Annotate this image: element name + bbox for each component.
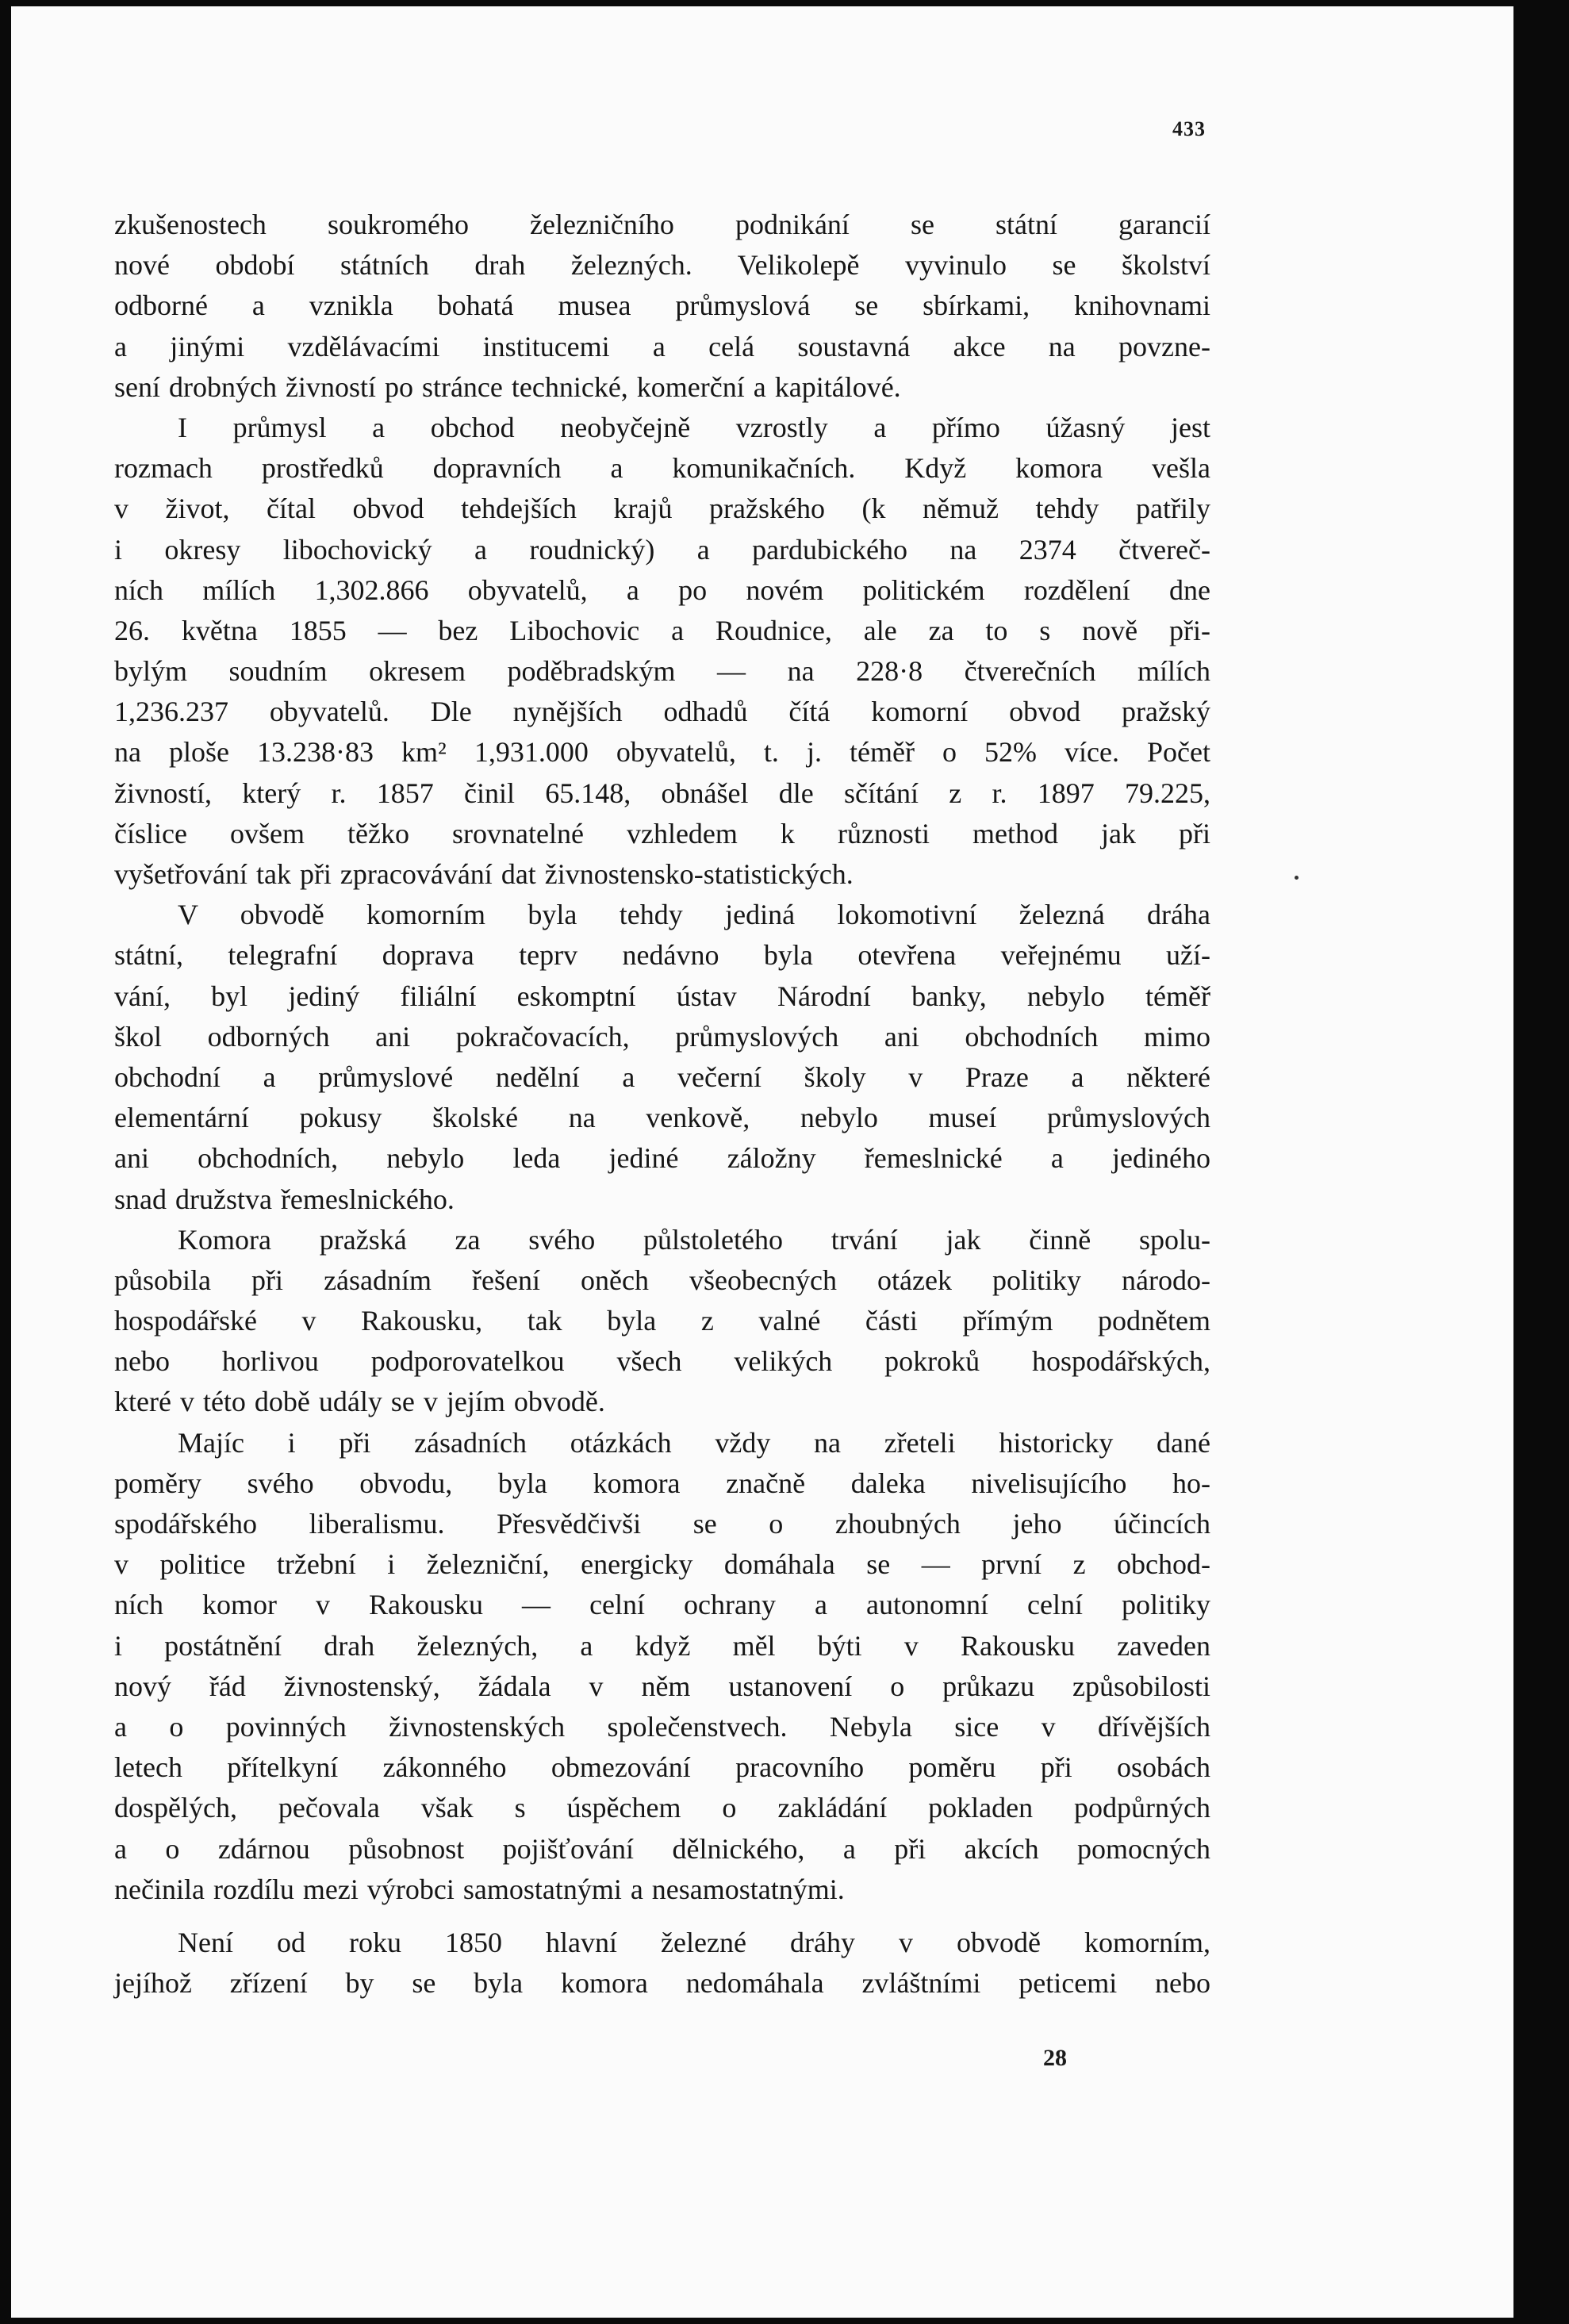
- text-line: nové období státních drah železných. Velikolepě vyvinulo se školství: [114, 249, 1210, 282]
- text-line: Komora pražská za svého půlstoletého trvání jak činně spolu-: [178, 1223, 1210, 1256]
- text-line: poměry svého obvodu, byla komora značně daleka nivelisujícího ho-: [114, 1467, 1210, 1499]
- text-line: nebo horlivou podporovatelkou všech velikých pokroků hospodářských,: [114, 1345, 1210, 1378]
- text-line: i postátnění drah železných, a když měl býti v Rakousku zaveden: [114, 1629, 1210, 1662]
- text-line: v život, čítal obvod tehdejších krajů pražského (k němuž tehdy patřily: [114, 493, 1210, 525]
- text-line: a o zdárnou působnost pojišťování dělnického, a při akcích pomocných: [114, 1832, 1210, 1865]
- text-line: sení drobných živností po stránce technické, komerční a kapitálové.: [114, 370, 901, 403]
- text-line: jejíhož zřízení by se byla komora nedomáhala zvláštními peticemi nebo: [114, 1967, 1210, 2000]
- text-line: vání, byl jediný filiální eskomptní ústav Národní banky, nebylo téměř: [114, 980, 1210, 1012]
- scan-speck: [1295, 876, 1299, 880]
- text-line: rozmach prostředků dopravních a komunikačních. Když komora vešla: [114, 452, 1210, 485]
- text-line: spodářského liberalismu. Přesvědčivši se o zhoubných jeho účincích: [114, 1508, 1210, 1540]
- text-line: ních komor v Rakousku — celní ochrany a autonomní celní politiky: [114, 1589, 1210, 1621]
- body-text: [114, 205, 1210, 2004]
- text-line: které v této době udály se v jejím obvodě.: [114, 1386, 605, 1418]
- page-number: 433: [1172, 117, 1206, 140]
- text-line: vyšetřování tak při zpracovávání dat živnostensko-statistických.: [114, 858, 854, 890]
- text-line: a o povinných živnostenských společenstvech. Nebyla sice v dřívějších: [114, 1710, 1210, 1743]
- text-line: nový řád živnostenský, žádala v něm ustanovení o průkazu způsobilosti: [114, 1670, 1210, 1702]
- signature-mark: 28: [1043, 2045, 1067, 2071]
- text-line: V obvodě komorním byla tehdy jediná lokomotivní železná dráha: [178, 899, 1210, 931]
- text-line: živností, který r. 1857 činil 65.148, obnášel dle sčítání z r. 1897 79.225,: [114, 777, 1210, 809]
- text-line: škol odborných ani pokračovacích, průmyslových ani obchodních mimo: [114, 1020, 1210, 1053]
- text-line: 26. května 1855 — bez Libochovic a Roudnice, ale za to s nově při-: [114, 614, 1210, 646]
- text-line: 1,236.237 obyvatelů. Dle nynějších odhadů čítá komorní obvod pražský: [114, 696, 1210, 728]
- text-line: číslice ovšem těžko srovnatelné vzhledem k různosti method jak při: [114, 817, 1210, 849]
- text-line: letech přítelkyní zákonného obmezování pracovního poměru při osobách: [114, 1751, 1210, 1784]
- text-line: odborné a vznikla bohatá musea průmyslová se sbírkami, knihovnami: [114, 290, 1210, 322]
- text-line: obchodní a průmyslové nedělní a večerní školy v Praze a některé: [114, 1060, 1210, 1093]
- text-line: a jinými vzdělávacími institucemi a celá soustavná akce na povzne-: [114, 330, 1210, 362]
- scan-border-left: [0, 0, 11, 2324]
- text-line: v politice tržební i železniční, energicky domáhala se — první z obchod-: [114, 1548, 1210, 1581]
- text-line: Majíc i při zásadních otázkách vždy na zřeteli historicky dané: [178, 1426, 1210, 1459]
- text-line: bylým soudním okresem poděbradským — na 228·8 čtverečních mílích: [114, 655, 1210, 688]
- text-line: státní, telegrafní doprava teprv nedávno byla otevřena veřejnému uží-: [114, 939, 1210, 972]
- text-line: ních mílích 1,302.866 obyvatelů, a po novém politickém rozdělení dne: [114, 573, 1210, 606]
- scan-border-bottom: [0, 2318, 1569, 2324]
- text-line: dospělých, pečovala však s úspěchem o zakládání pokladen podpůrných: [114, 1792, 1210, 1824]
- text-line: Není od roku 1850 hlavní železné dráhy v obvodě komorním,: [178, 1926, 1210, 1958]
- text-line: i okresy libochovický a roudnický) a pardubického na 2374 čtvereč-: [114, 533, 1210, 566]
- text-line: I průmysl a obchod neobyčejně vzrostly a přímo úžasný jest: [178, 411, 1210, 443]
- paragraph-gap: [114, 1910, 1210, 1923]
- text-line: nečinila rozdílu mezi výrobci samostatnými a nesamostatnými.: [114, 1873, 845, 1905]
- text-line: snad družstva řemeslnického.: [114, 1183, 455, 1215]
- text-line: elementární pokusy školské na venkově, nebylo museí průmyslových: [114, 1102, 1210, 1134]
- text-line: ani obchodních, nebylo leda jediné záložny řemeslnické a jediného: [114, 1142, 1210, 1175]
- text-line: zkušenostech soukromého železničního podnikání se státní garancií: [114, 209, 1210, 240]
- text-line: působila při zásadním řešení oněch všeobecných otázek politiky národo-: [114, 1264, 1210, 1296]
- text-line: hospodářské v Rakousku, tak byla z valné části přímým podnětem: [114, 1305, 1210, 1337]
- scan-border-right: [1513, 0, 1569, 2324]
- scan-border-top: [0, 0, 1569, 6]
- text-line: na ploše 13.238·83 km² 1,931.000 obyvatelů, t. j. téměř o 52% více. Počet: [114, 736, 1210, 769]
